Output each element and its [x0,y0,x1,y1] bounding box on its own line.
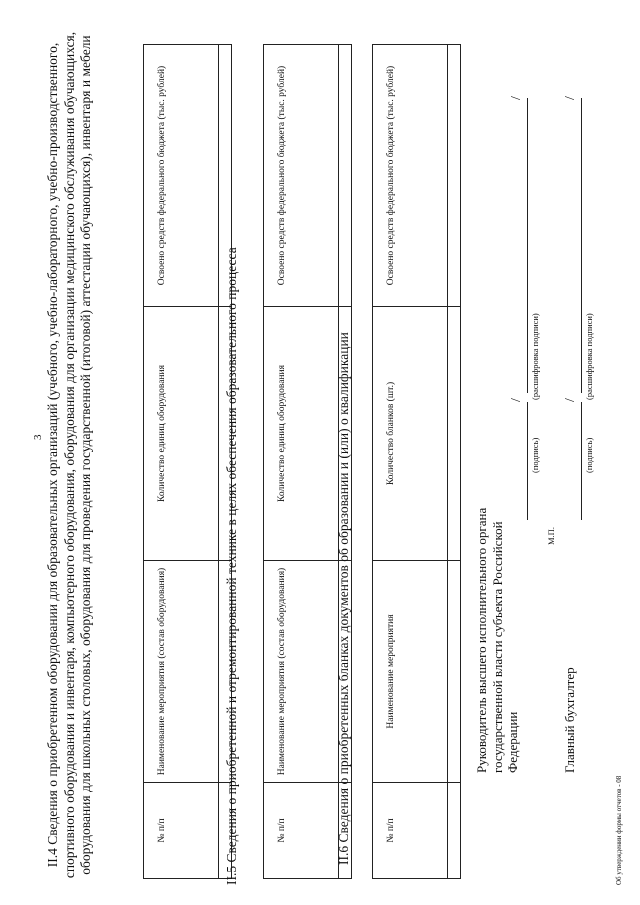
col-event-name: Наименование мероприятия (состав оборудования) [264,561,339,783]
head-decoding-line [527,98,528,393]
section-5-title: II.5 Сведения о приобретенной и отремонтированной технике в целях обеспечения образовательного процесса [224,247,239,885]
decoding-caption: (расшифровка подписи) [530,313,540,400]
stamp-caption: М.П. [546,527,556,545]
footer-note: Об утверждении формы отчетов - 08 [615,775,623,885]
separator-slash: / [509,96,524,100]
signature-caption: (подпись) [584,437,594,473]
col-event-name: Наименование мероприятия [373,561,448,783]
col-funds: Освоено средств федерального бюджета (тыс. рублей) [264,45,339,307]
head-official-title: Руководитель высшего исполнительного органа государственной власти субъекта Российской Федерации [474,507,520,773]
col-number: № п/п [144,783,219,879]
section-6-title: II.6 Сведения о приобретенных бланках документов об образовании и (или) о квалификации [336,332,351,865]
signature-caption: (подпись) [530,437,540,473]
decoding-caption: (расшифровка подписи) [584,313,594,400]
separator-slash: / [509,398,524,402]
col-quantity: Количество единиц оборудования [144,307,219,561]
col-funds: Освоено средств федерального бюджета (тыс. рублей) [373,45,448,307]
col-number: № п/п [264,783,339,879]
col-quantity: Количество единиц оборудования [264,307,339,561]
accountant-title: Главный бухгалтер [562,667,577,773]
col-number: № п/п [373,783,448,879]
separator-slash: / [563,96,578,100]
section-4-title: II.4 Сведения о приобретенном оборудовании для образовательных организаций (учебного, учебно-лабораторного, учебно-производственного, спортивного оборудования и инвентаря, компьютерного оборудования, оборудования для организации медицинского обслуживания обучающихся, оборудования для школьных столовых, оборудования для проведения государственной (итоговой) аттестации обучающихся), инвентаря и мебели [45,31,94,879]
col-funds: Освоено средств федерального бюджета (тыс. рублей) [144,45,219,307]
separator-slash: / [563,398,578,402]
accountant-decoding-line [581,98,582,393]
head-signature-line [527,402,528,520]
col-event-name: Наименование мероприятия (состав оборудования) [144,561,219,783]
page-number: 3 [32,434,44,440]
col-quantity: Количество бланков (шт.) [373,307,448,561]
accountant-signature-line [581,402,582,520]
